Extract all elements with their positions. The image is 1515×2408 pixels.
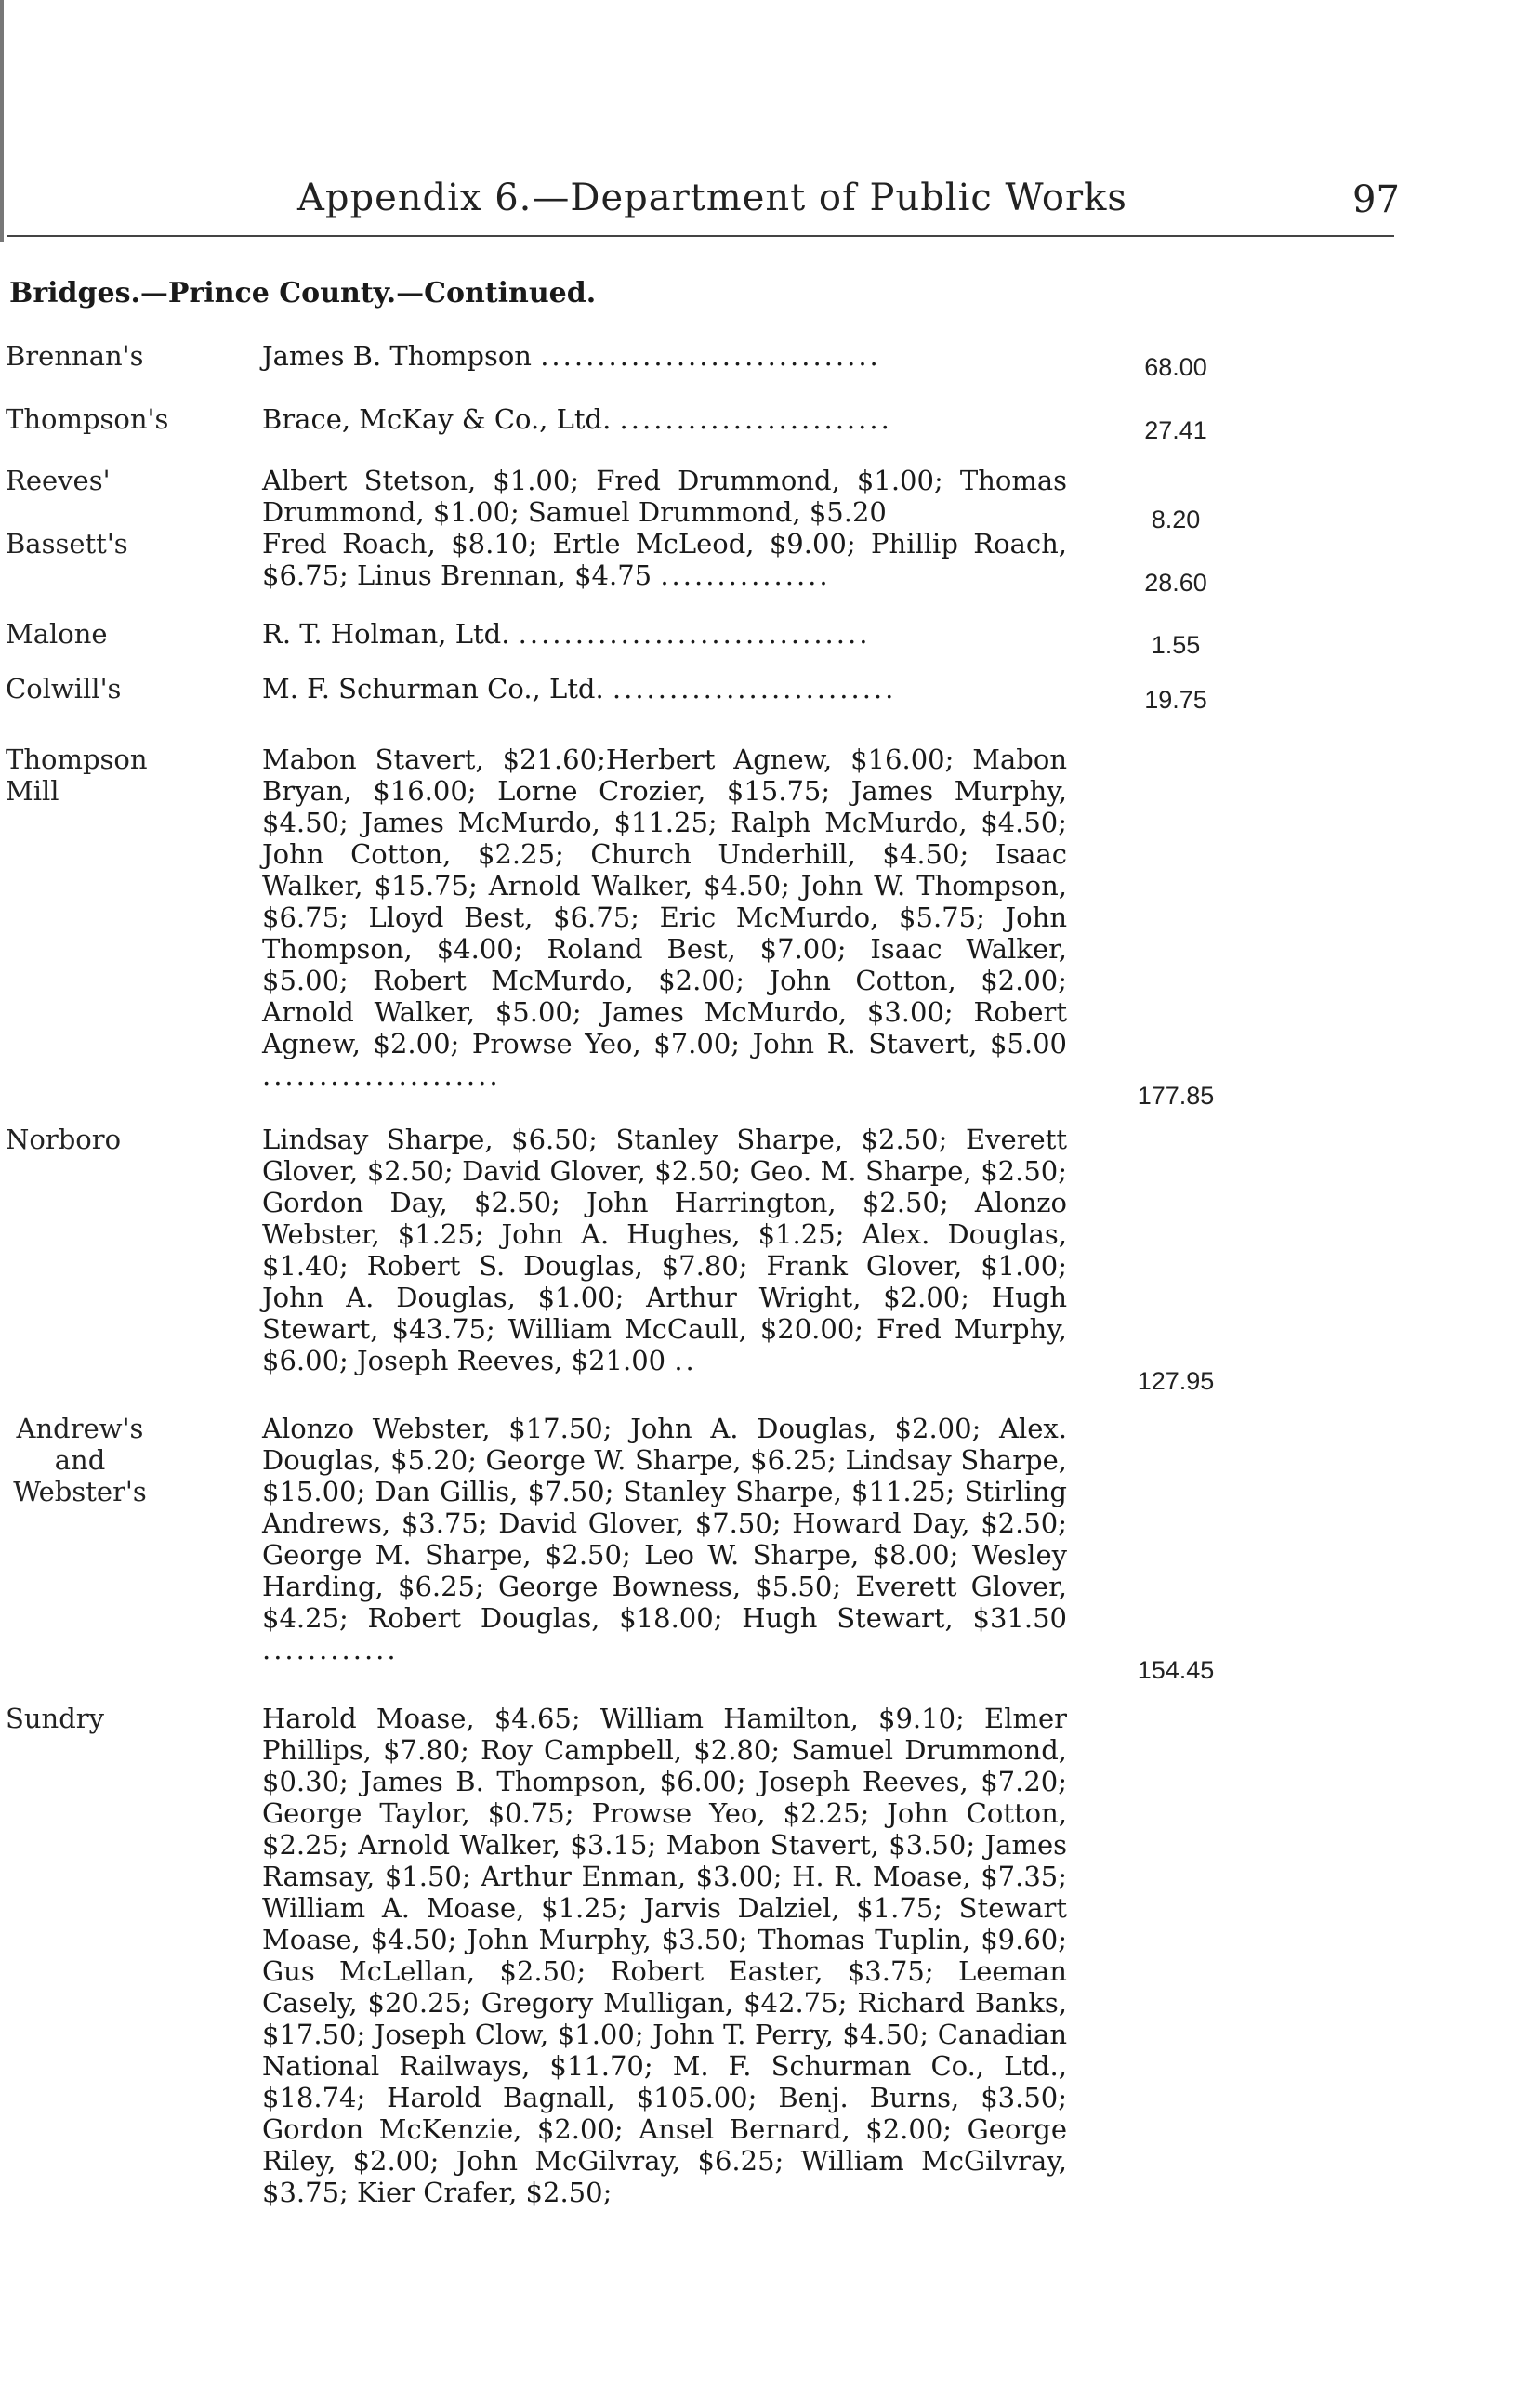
payee-text xyxy=(262,1124,1067,1376)
bridge-name: Reeves' xyxy=(6,465,111,496)
leader-dots: ......................... xyxy=(612,673,897,704)
section-heading: Bridges.—Prince County.—Continued. xyxy=(9,277,597,309)
bridge-name: Norboro xyxy=(6,1124,122,1155)
amount: 1.55 xyxy=(1151,631,1201,659)
payee-list: Fred Roach, $8.10; Ertle McLeod, $9.00; Phillip Roach, $6.75; Linus Brennan, $4.75 xyxy=(262,528,1067,591)
bridge-name: Thompson Mill xyxy=(6,743,148,807)
bridge-name: Sundry xyxy=(6,1703,105,1734)
running-header-title: Appendix 6.—Department of Public Works xyxy=(297,177,1127,219)
payee-text xyxy=(262,1413,1067,1665)
payee-text xyxy=(262,1703,1067,2208)
bridge-name: Bassett's xyxy=(6,528,128,559)
amount: 27.41 xyxy=(1144,416,1207,444)
leader-dots: ..................... xyxy=(262,1059,501,1091)
leader-dots: ........................ xyxy=(619,403,892,435)
amount: 177.85 xyxy=(1137,1082,1215,1110)
amount: 68.00 xyxy=(1144,353,1207,381)
bridge-name: Malone xyxy=(6,618,108,650)
leader-dots: ............ xyxy=(262,1634,399,1665)
amount: 154.45 xyxy=(1137,1656,1215,1684)
payee-list: Lindsay Sharpe, $6.50; Stanley Sharpe, $2.50; Everett Glover, $2.50; David Glover, $2.50; Geo. M. Sharpe, $2.50; Gordon Day, $2.50; John Harrington, $2.50; Alonzo Webster, $1.25; John A. Hughes, $1.25; Alex. Douglas, $1.40; Robert S. Douglas, $7.80; Frank Glover, $1.00; John A. Douglas, $1.00; Arthur Wright, $2.00; Hugh Stewart, $43.75; William McCaull, $20.00; Fred Murphy, $6.00; Joseph Reeves, $21.00 xyxy=(262,1124,1067,1376)
payee-list: R. T. Holman, Ltd. xyxy=(262,618,510,650)
payee-text xyxy=(262,340,1067,372)
leader-dots: .. xyxy=(674,1345,697,1376)
payee-text xyxy=(262,403,1067,435)
bridge-name: Brennan's xyxy=(6,340,144,372)
leader-dots: ............... xyxy=(660,559,831,591)
amount: 19.75 xyxy=(1144,686,1207,714)
bridge-name: Andrew's and Webster's xyxy=(13,1413,147,1507)
payee-list: James B. Thompson xyxy=(262,340,532,372)
page-number: 97 xyxy=(1352,178,1400,221)
payee-list: Alonzo Webster, $17.50; John A. Douglas, $2.00; Alex. Douglas, $5.20; George W. Sharpe, $6.25; Lindsay Sharpe, $15.00; Dan Gillis, $7.50; Stanley Sharpe, $11.25; Stirling Andrews, $3.75; David Glover, $7.50; Howard Day, $2.50; George M. Sharpe, $2.50; Leo W. Sharpe, $8.00; Wesley Harding, $6.25; George Bowness, $5.50; Everett Glover, $4.25; Robert Douglas, $18.00; Hugh Stewart, $31.50 xyxy=(262,1413,1067,1634)
payee-list: Albert Stetson, $1.00; Fred Drummond, $1.00; Thomas Drummond, $1.00; Samuel Drummond, $5.20 xyxy=(262,465,1067,528)
payee-list: M. F. Schurman Co., Ltd. xyxy=(262,673,604,704)
amount: 127.95 xyxy=(1137,1367,1215,1395)
bridge-name: Thompson's xyxy=(6,403,169,435)
payee-list: Harold Moase, $4.65; William Hamilton, $9.10; Elmer Phillips, $7.80; Roy Campbell, $2.80; Samuel Drummond, $0.30; James B. Thompson, $6.00; Joseph Reeves, $7.20; George Taylor, $0.75; Prowse Yeo, $2.25; John Cotton, $2.25; Arnold Walker, $3.15; Mabon Stavert, $3.50; James Ramsay, $1.50; Arthur Enman, $3.00; H. R. Moase, $7.35; William A. Moase, $1.25; Jarvis Dalziel, $1.75; Stewart Moase, $4.50; John Murphy, $3.50; Thomas Tuplin, $9.60; Gus McLellan, $2.50; Robert Easter, $3.75; Leeman Casely, $20.25; Gregory Mulligan, $42.75; Richard Banks, $17.50; Joseph Clow, $1.00; John T. Perry, $4.50; Canadian National Railways, $11.70; M. F. Schurman Co., Ltd., $18.74; Harold Bagnall, $105.00; Benj. Burns, $3.50; Gordon McKenzie, $2.00; Ansel Bernard, $2.00; George Riley, $2.00; John McGilvray, $6.25; William McGilvray, $3.75; Kier Crafer, $2.50; xyxy=(262,1703,1067,2208)
payee-list: Brace, McKay & Co., Ltd. xyxy=(262,403,612,435)
payee-text xyxy=(262,618,1067,650)
leader-dots: ............................... xyxy=(518,618,871,650)
scan-edge-mark xyxy=(0,0,4,242)
leader-dots: .............................. xyxy=(540,340,881,372)
payee-text xyxy=(262,673,1067,704)
payee-list: Mabon Stavert, $21.60;Herbert Agnew, $16.00; Mabon Bryan, $16.00; Lorne Crozier, $15.75; James Murphy, $4.50; James McMurdo, $11.25; Ralph McMurdo, $4.50; John Cotton, $2.25; Church Underhill, $4.50; Isaac Walker, $15.75; Arnold Walker, $4.50; John W. Thompson, $6.75; Lloyd Best, $6.75; Eric McMurdo, $5.75; John Thompson, $4.00; Roland Best, $7.00; Isaac Walker, $5.00; Robert McMurdo, $2.00; John Cotton, $2.00; Arnold Walker, $5.00; James McMurdo, $3.00; Robert Agnew, $2.00; Prowse Yeo, $7.00; John R. Stavert, $5.00 xyxy=(262,743,1067,1059)
payee-text xyxy=(262,465,1067,528)
payee-text xyxy=(262,743,1067,1091)
bridge-name: Colwill's xyxy=(6,673,122,704)
amount: 28.60 xyxy=(1144,569,1207,597)
payee-text xyxy=(262,528,1067,591)
amount: 8.20 xyxy=(1151,506,1201,533)
header-rule xyxy=(7,235,1394,237)
